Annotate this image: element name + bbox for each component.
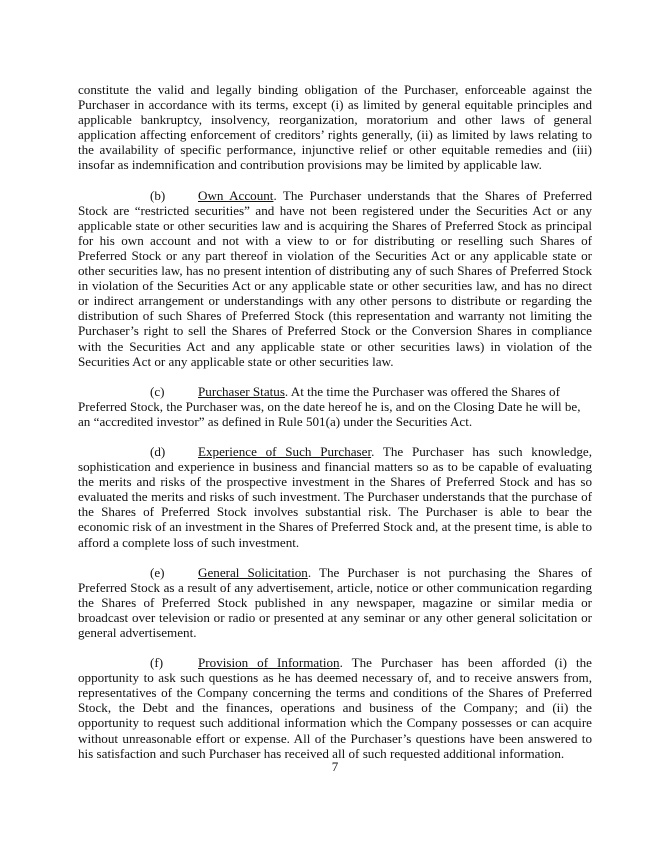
- section-label: (d): [150, 443, 166, 459]
- section-heading: Experience of Such Purchaser: [198, 443, 372, 459]
- section-label: (c): [150, 383, 165, 399]
- section-body: . The Purchaser is not purchasing the Shares of Preferred Stock as a result of any advertisement, article, notice or other communication regarding the Shares of Preferred Stock published in any newspaper, magazine or similar media or broadcast over television or radio or presented at any seminar or any other general solicitation or general advertisement.: [78, 564, 592, 640]
- section-general-solicitation: [78, 565, 592, 640]
- document-page: [78, 82, 592, 776]
- section-provision-of-information: [78, 655, 592, 761]
- intro-paragraph: constitute the valid and legally binding obligation of the Purchaser, enforceable against the Purchaser in accordance with its terms, except (i) as limited by general equitable principles and applicable bankruptcy, insolvency, reorganization, moratorium and other laws of general application affecting enforcement of creditors’ rights generally, (ii) as limited by laws relating to the availability of specific performance, injunctive relief or other equitable remedies and (iii) insofar as indemnification and contribution provisions may be limited by applicable law.: [78, 82, 592, 173]
- section-purchaser-status: [78, 384, 592, 429]
- section-body: . At the time the Purchaser was offered the Shares of Preferred Stock, the Purchaser was, on the date hereof he is, and on the Closing Date he will be, an “accredited investor” as defined in Rule 501(a) under the Securities Act.: [78, 383, 581, 429]
- section-experience: [78, 444, 592, 550]
- section-heading: Own Account: [198, 187, 274, 203]
- section-heading: Provision of Information: [198, 655, 340, 671]
- section-own-account: [78, 188, 592, 369]
- section-label: (e): [150, 564, 165, 580]
- page-number: 7: [331, 759, 339, 774]
- section-label: (f): [150, 655, 164, 671]
- section-label: (b): [150, 187, 166, 203]
- section-body: . The Purchaser understands that the Shares of Preferred Stock are “restricted securities” and have not been registered under the Securities Act or any applicable state or other securities law and is acquiring the Shares of Preferred Stock as principal for his own account and not with a view to or for distributing or reselling such Shares of Preferred Stock or any part thereof in violation of the Securities Act or any applicable state or other securities law, has no present intention of distributing any of such Shares of Preferred Stock in violation of the Securities Act or any applicable state or other securities law, and has no direct or indirect arrangement or understandings with any other persons to distribute or regarding the distribution of such Shares of Preferred Stock (this representation and warranty not limiting the Purchaser’s right to sell the Shares of Preferred Stock or the Conversion Shares in compliance with the Securities Act and any applicable state or other securities laws) in violation of the Securities Act or any applicable state or other securities law.: [78, 187, 592, 369]
- section-body: . The Purchaser has been afforded (i) the opportunity to ask such questions as he has deemed necessary of, and to receive answers from, representatives of the Company concerning the terms and conditions of the Shares of Preferred Stock, the Debt and the finances, operations and business of the Company; and (ii) the opportunity to request such additional information which the Company possesses or can acquire without unreasonable effort or expense. All of the Purchaser’s questions have been answered to his satisfaction and such Purchaser has received all of such requested additional information.: [78, 655, 592, 761]
- section-heading: General Solicitation: [198, 564, 308, 580]
- section-heading: Purchaser Status: [198, 383, 285, 399]
- section-body: . The Purchaser has such knowledge, sophistication and experience in business and financial matters so as to be capable of evaluating the merits and risks of the prospective investment in the Shares of Preferred Stock and has so evaluated the merits and risks of such investment. The Purchaser understands that the purchase of the Shares of Preferred Stock involves substantial risk. The Purchaser is able to bear the economic risk of an investment in the Shares of Preferred Stock and, at the present time, is able to afford a complete loss of such investment.: [78, 443, 593, 550]
